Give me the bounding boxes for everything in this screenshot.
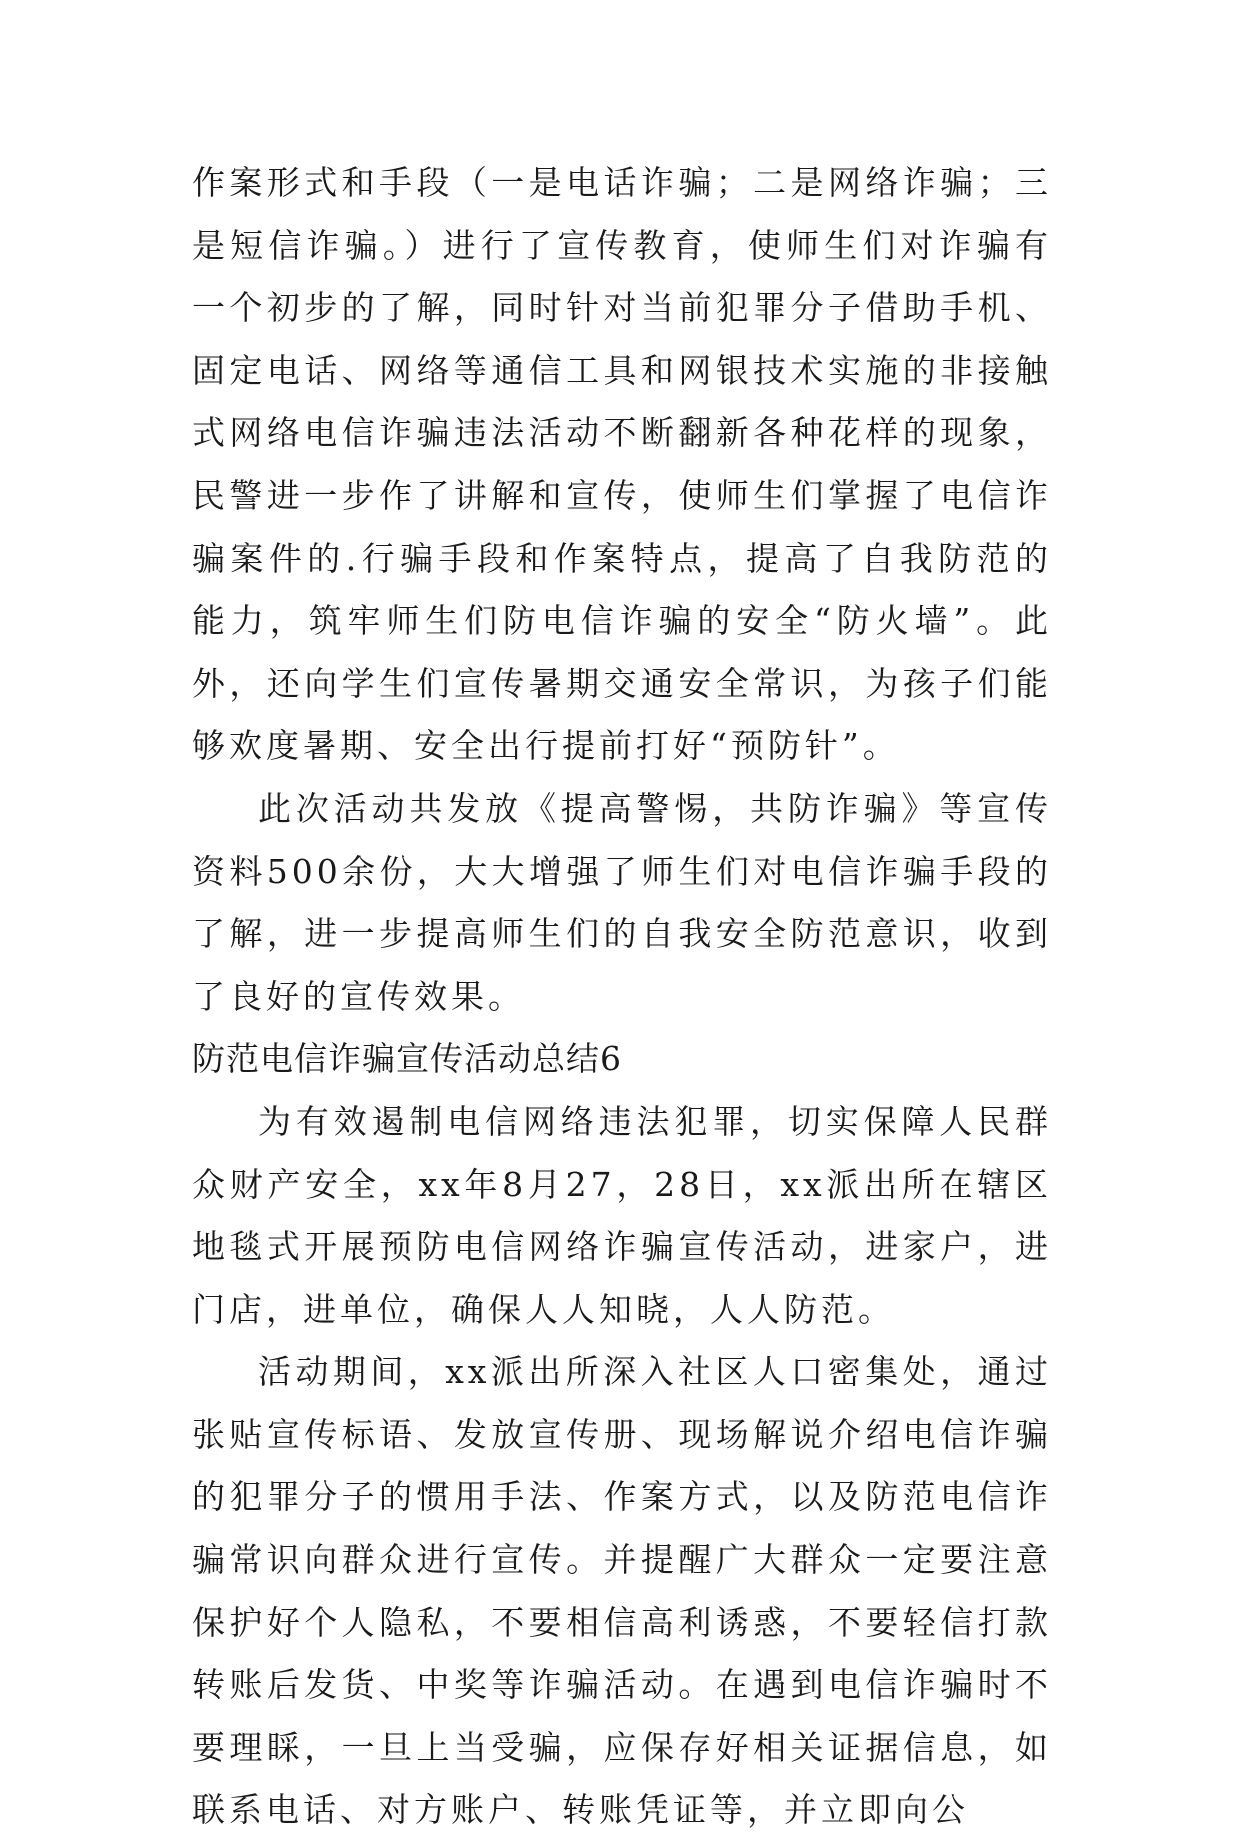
section-heading: 防范电信诈骗宣传活动总结6 <box>192 1039 622 1079</box>
paragraph-activity: 活动期间，xx派出所深入社区人口密集处，通过张贴宣传标语、发放宣传册、现场解说介绍电信诈骗的犯罪分子的惯用手法、作案方式，以及防范电信诈骗常识向群众进行宣传。并提醒广大群众一定要注意保护好个人隐私，不要相信高利诱惑，不要轻信打款转账后发货、中奖等诈骗活动。在遇到电信诈骗时不要理睬，一旦上当受骗，应保存好相关证据信息，如联系电话、对方账户、转账凭证等，并立即向公 <box>192 1352 1052 1830</box>
paragraph-materials: 此次活动共发放《提高警惕，共防诈骗》等宣传资料500余份，大大增强了师生们对电信诈骗手段的了解，进一步提高师生们的自我安全防范意识，收到了良好的宣传效果。 <box>192 788 1052 1016</box>
paragraph-intro: 为有效遏制电信网络违法犯罪，切实保障人民群众财产安全，xx年8月27，28日，xx派出所在辖区地毯式开展预防电信网络诈骗宣传活动，进家户，进门店，进单位，确保人人知晓，人人防范。 <box>192 1101 1052 1329</box>
document-body <box>192 152 1052 1842</box>
paragraph-continued: 作案形式和手段（一是电话诈骗；二是网络诈骗；三是短信诈骗。）进行了宣传教育，使师生们对诈骗有一个初步的了解，同时针对当前犯罪分子借助手机、固定电话、网络等通信工具和网银技术实施的非接触式网络电信诈骗违法活动不断翻新各种花样的现象，民警进一步作了讲解和宣传，使师生们掌握了电信诈骗案件的.行骗手段和作案特点，提高了自我防范的能力，筑牢师生们防电信诈骗的安全“防火墙”。此外，还向学生们宣传暑期交通安全常识，为孩子们能够欢度暑期、安全出行提前打好“预防针”。 <box>192 163 1052 766</box>
